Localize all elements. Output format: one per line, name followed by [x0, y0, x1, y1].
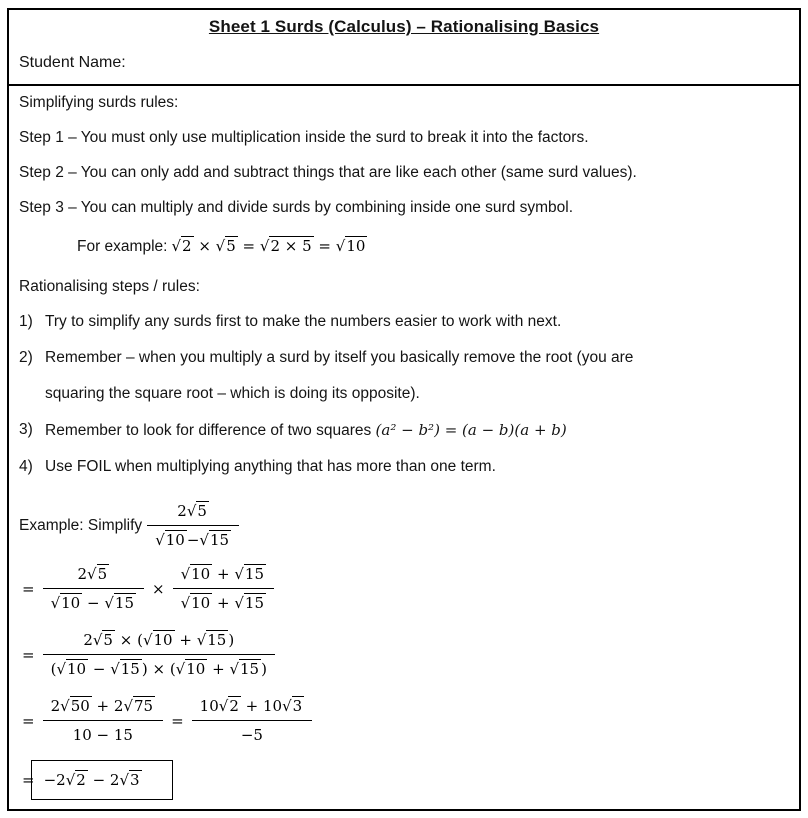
radical-sign: √ — [142, 631, 153, 649]
fraction — [43, 562, 144, 615]
example-label: Example: Simplify — [19, 516, 143, 534]
radical-sign: √ — [56, 660, 66, 678]
rule-number: 3) — [19, 421, 33, 438]
radical-sign: √ — [259, 237, 270, 255]
example-heading — [19, 499, 791, 552]
radical-sign: √ — [104, 594, 114, 612]
radicand: 50 — [70, 697, 90, 715]
math-operator: = — [22, 711, 35, 730]
radical-sign: √ — [60, 697, 70, 715]
simplifying-step-2: Step 2 – You can only add and subtract things that are like each other (same surd values). — [19, 164, 637, 181]
radical-sign: √ — [234, 594, 244, 612]
square-root — [143, 631, 175, 649]
rule-text: Try to simplify any surds first to make the numbers easier to work with next. — [45, 313, 562, 330]
fraction-denominator: −5 — [240, 726, 263, 744]
math-operator: = — [171, 711, 184, 730]
rationalising-rule-4 — [19, 457, 791, 477]
rule-number: 1) — [19, 313, 33, 330]
radicand: 10 — [191, 565, 211, 583]
radical-sign: √ — [155, 531, 165, 549]
square-root — [234, 594, 266, 612]
radicand: 15 — [244, 565, 264, 583]
radicand: 3 — [292, 697, 303, 715]
radical-sign: √ — [234, 565, 244, 583]
fraction-numerator: 10√2 + 10√3 — [192, 694, 313, 721]
radicand: 2 — [76, 771, 86, 789]
square-root — [216, 237, 238, 255]
working-line — [19, 694, 791, 747]
radicand: 15 — [114, 594, 134, 612]
radical-sign: √ — [180, 594, 191, 612]
simplifying-step-1: Step 1 – You must only use multiplication inside the surd to break it into the factors. — [19, 129, 589, 146]
square-root — [171, 237, 193, 255]
fraction — [43, 628, 275, 681]
radicand: 2 — [229, 697, 239, 715]
square-root — [181, 565, 213, 583]
radicand: 15 — [120, 660, 140, 678]
difference-of-squares-formula: (a² − b²) = (a − b)(a + b) — [375, 421, 567, 439]
fraction-denominator: √10 + √15 — [180, 594, 264, 612]
rationalising-rule-2 — [19, 348, 791, 404]
rule-text — [45, 348, 791, 404]
square-root — [87, 565, 109, 583]
radicand: 10 — [165, 531, 185, 549]
radicand: 10 — [61, 594, 81, 612]
document-header — [9, 10, 799, 86]
square-root — [336, 237, 368, 255]
fraction — [147, 499, 239, 552]
radicand: 3 — [130, 771, 140, 789]
fraction-numerator: 2√5 — [147, 499, 239, 526]
square-root — [282, 697, 304, 715]
radicand: 10 — [191, 594, 211, 612]
square-root — [123, 697, 155, 715]
example-working — [19, 562, 791, 800]
rule-text: Use FOIL when multiplying anything that has more than one term. — [45, 458, 496, 475]
working-line — [19, 628, 791, 681]
radical-sign: √ — [87, 565, 97, 583]
surd-multiplication-example — [77, 233, 791, 260]
math-operator: = — [22, 579, 35, 598]
radical-sign: √ — [215, 237, 226, 255]
fraction-numerator: 2√50 + 2√75 — [43, 694, 164, 721]
fraction-numerator: 2√5 × (√10 + √15 ) — [43, 628, 275, 655]
radical-sign: √ — [123, 697, 133, 715]
radicand: 5 — [97, 565, 108, 583]
working-line — [19, 562, 791, 615]
fraction — [43, 694, 164, 747]
rationalising-rule-1 — [19, 312, 791, 332]
radicand: 15 — [240, 660, 260, 678]
radicand: 5 — [103, 631, 113, 649]
fraction-numerator: 2√5 — [43, 562, 144, 589]
answer-box: −2√2 − 2√3 — [31, 760, 173, 800]
radicand: 15 — [244, 594, 264, 612]
radical-sign: √ — [92, 631, 103, 649]
radicand: 5 — [197, 502, 207, 520]
radical-sign: √ — [196, 631, 207, 649]
math-operator: = — [22, 645, 35, 664]
square-root — [104, 594, 136, 612]
page-title: Sheet 1 Surds (Calculus) – Rationalising Basics — [208, 17, 600, 36]
radical-sign: √ — [335, 237, 346, 255]
radicand: 5 — [226, 237, 236, 255]
square-root — [93, 631, 115, 649]
simplifying-rules-heading: Simplifying surds rules: — [19, 94, 179, 111]
radical-sign: √ — [180, 565, 191, 583]
radical-sign: √ — [110, 660, 120, 678]
radicand: 10 — [153, 631, 173, 649]
fraction-denominator: √10 −√15 — [155, 531, 230, 549]
math-operator: × — [152, 579, 165, 598]
radicand: 2 — [182, 237, 192, 255]
fraction-denominator: 10 − 15 — [72, 726, 133, 744]
square-root — [51, 594, 83, 612]
radicand: 15 — [207, 631, 227, 649]
radical-sign: √ — [175, 660, 186, 678]
square-root — [110, 660, 142, 678]
radical-sign: √ — [282, 697, 292, 715]
radical-sign: √ — [218, 697, 229, 715]
document-body — [9, 86, 799, 800]
square-root — [155, 531, 187, 549]
square-root — [119, 771, 141, 789]
square-root — [181, 594, 213, 612]
square-root — [56, 660, 88, 678]
rationalising-rules-heading: Rationalising steps / rules: — [19, 278, 200, 295]
rule-number: 4) — [19, 458, 33, 475]
radical-sign: √ — [171, 237, 182, 255]
radicand: 2 × 5 — [270, 237, 312, 255]
rationalising-rule-3 — [19, 420, 791, 441]
student-name-label: Student Name: — [19, 54, 126, 71]
square-root — [187, 502, 209, 520]
math-operator: = — [22, 771, 35, 789]
square-root — [197, 631, 229, 649]
square-root — [176, 660, 208, 678]
square-root — [219, 697, 241, 715]
for-example-math: √2 × √5 = √2 × 5 = √10 — [171, 237, 366, 255]
for-example-label: For example: — [77, 238, 168, 255]
rule-text-part: Remember to look for difference of two squares — [45, 422, 376, 439]
rule-text-line1: Remember – when you multiply a surd by itself you basically remove the root (you are — [45, 349, 634, 366]
square-root — [260, 237, 314, 255]
radicand: 10 — [346, 237, 366, 255]
rule-text — [45, 420, 791, 441]
square-root — [60, 697, 92, 715]
radical-sign: √ — [186, 502, 197, 520]
square-root — [199, 531, 231, 549]
radicand: 10 — [67, 660, 87, 678]
radical-sign: √ — [119, 771, 130, 789]
radical-sign: √ — [199, 531, 209, 549]
worksheet-frame — [7, 8, 801, 811]
rule-text-line2: squaring the square root – which is doing its opposite). — [45, 385, 420, 402]
radicand: 10 — [186, 660, 206, 678]
radical-sign: √ — [65, 771, 76, 789]
square-root — [229, 660, 261, 678]
fraction — [192, 694, 313, 747]
square-root — [234, 565, 266, 583]
radical-sign: √ — [229, 660, 239, 678]
fraction-denominator: (√10 − √15 ) × (√10 + √15 ) — [50, 660, 267, 678]
working-line — [19, 760, 791, 800]
fraction-denominator: √10 − √15 — [50, 594, 134, 612]
radicand: 75 — [134, 697, 154, 715]
fraction — [173, 562, 274, 615]
fraction-numerator: √10 + √15 — [173, 562, 274, 589]
radical-sign: √ — [50, 594, 61, 612]
rule-number: 2) — [19, 349, 33, 366]
simplifying-step-3: Step 3 – You can multiply and divide surds by combining inside one surd symbol. — [19, 199, 574, 216]
radicand: 15 — [209, 531, 230, 549]
example-expression — [142, 499, 244, 552]
square-root — [66, 771, 88, 789]
